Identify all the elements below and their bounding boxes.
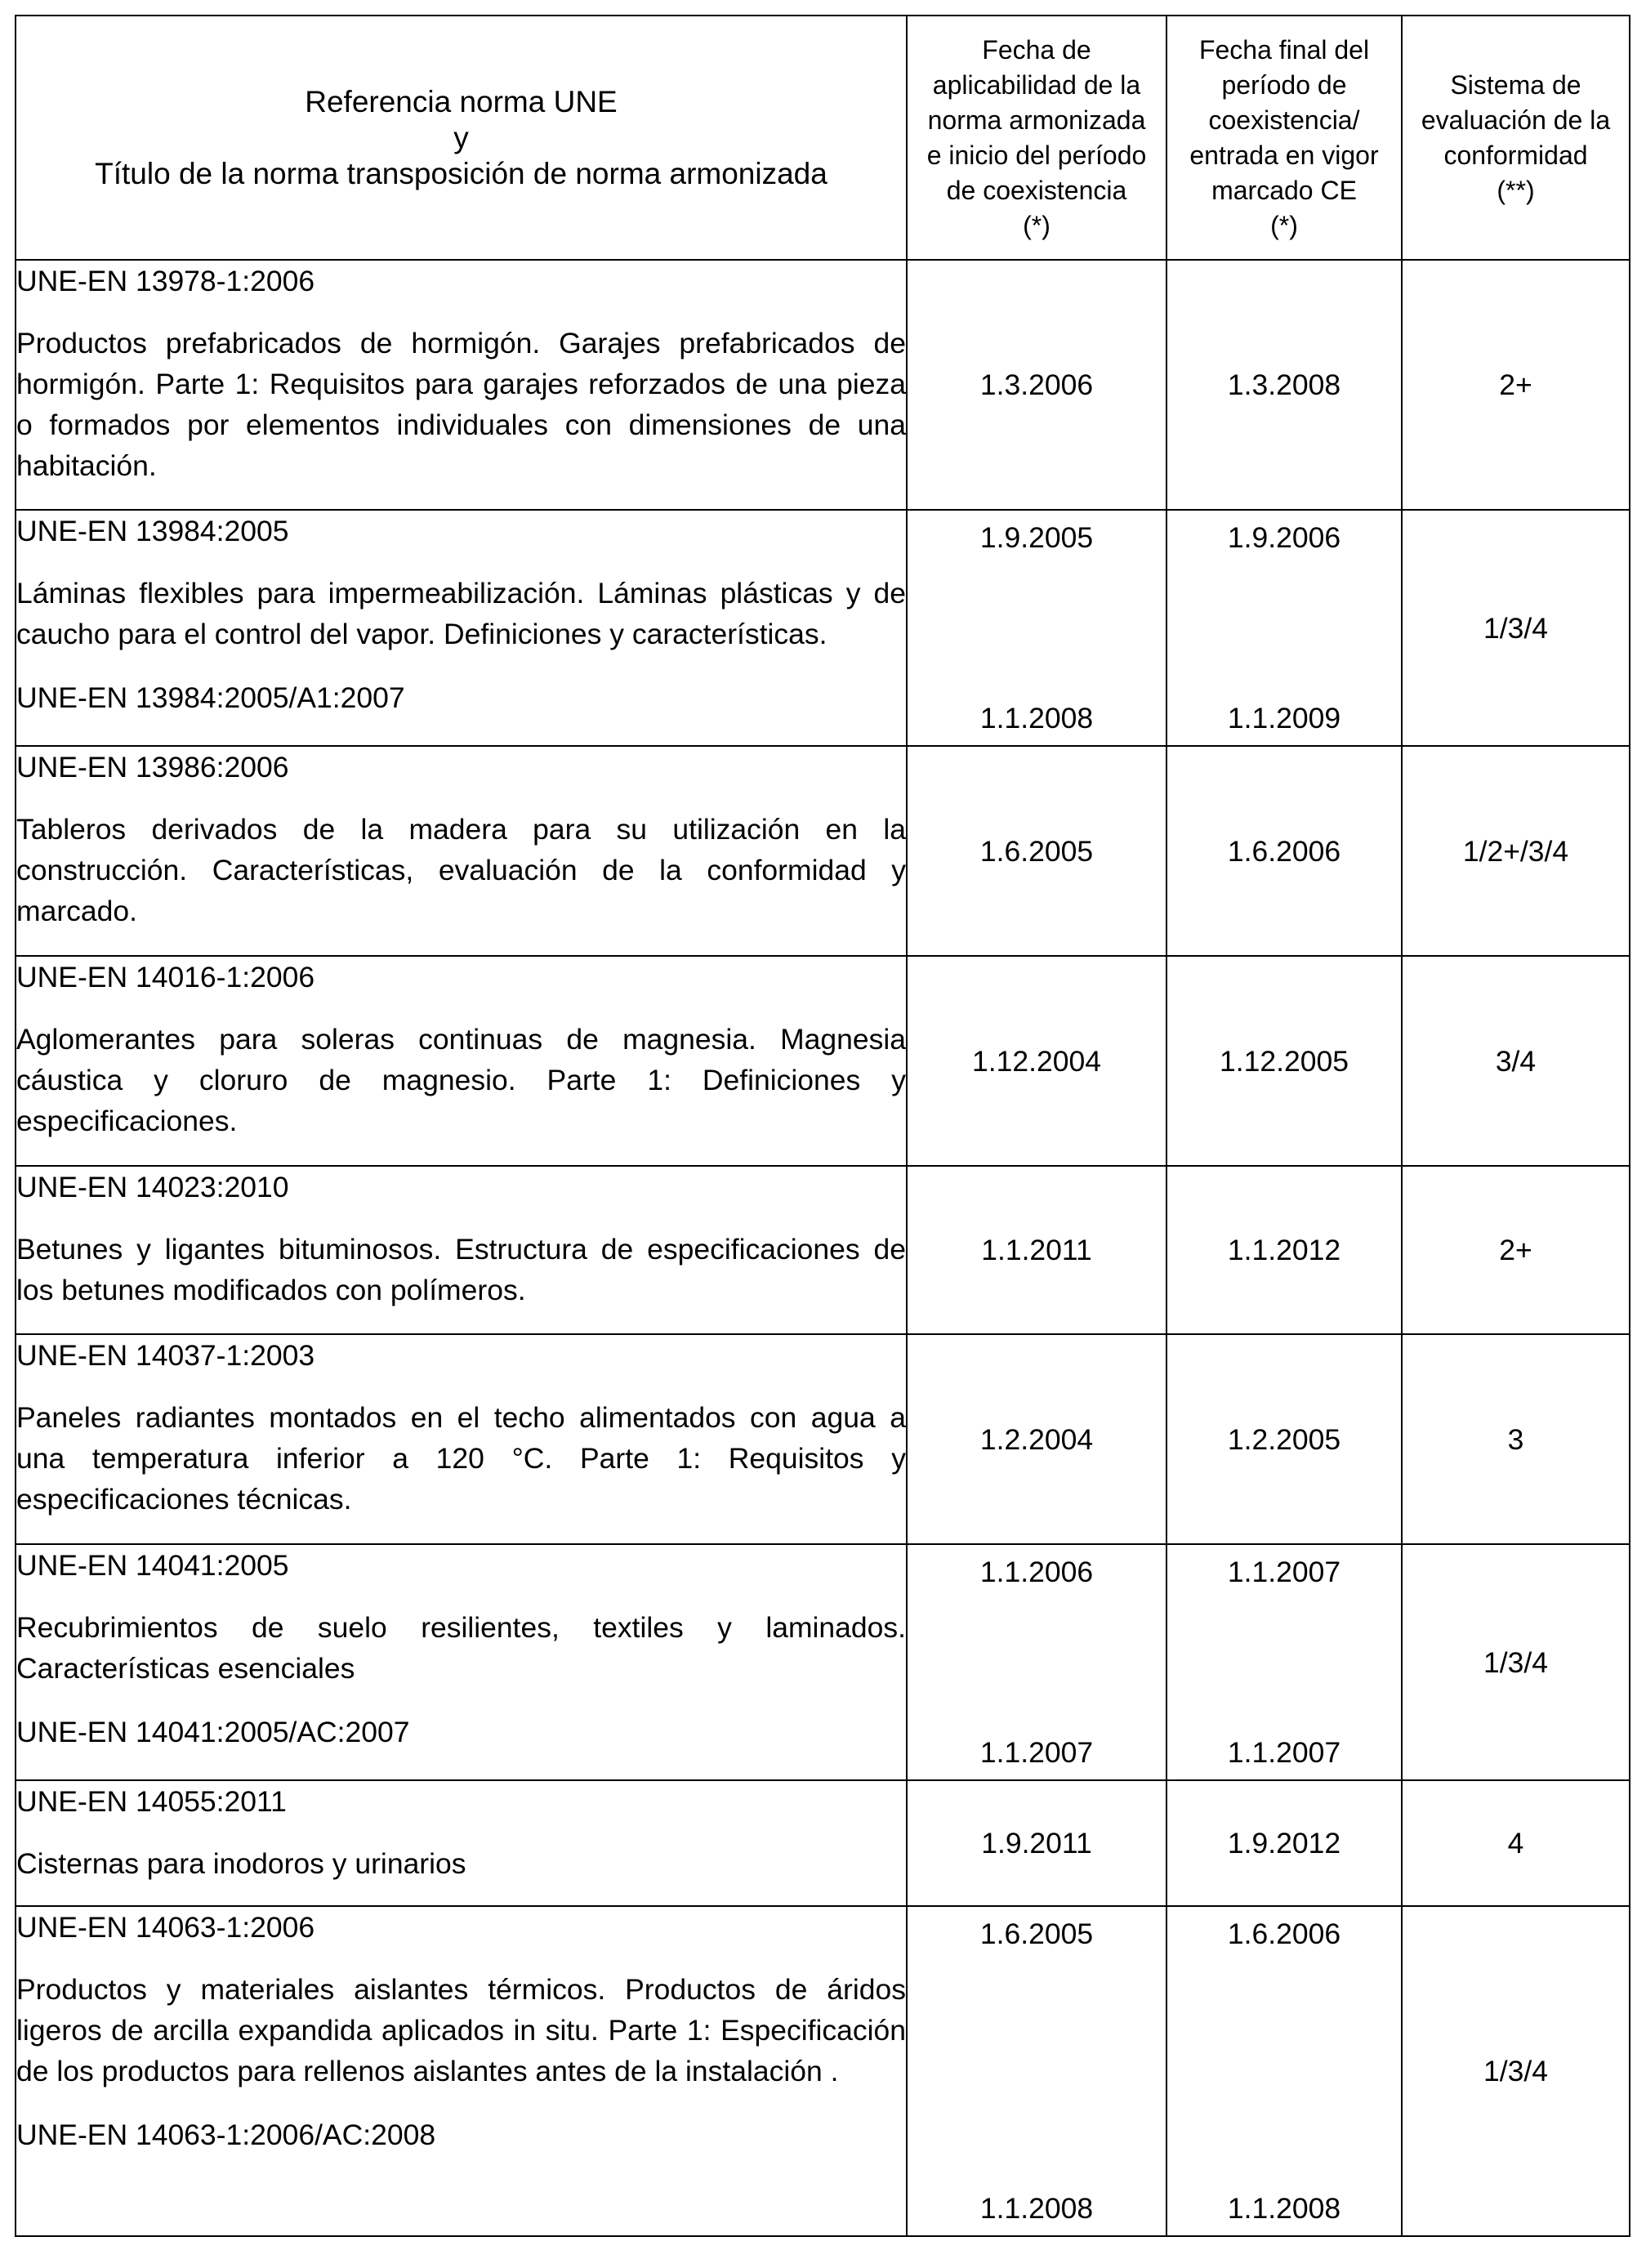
amendment-code: UNE-EN 13984:2005/A1:2007 [16,681,405,714]
table-row [16,1166,1630,1334]
end-date: 1.12.2005 [1166,956,1402,1166]
amendment-end-date: 1.1.2009 [1227,702,1341,734]
standard-title: Láminas flexibles para impermeabilización. Láminas plásticas y de caucho para el control del vapor. Definiciones y características. [16,577,906,650]
amendment-applicability-date: 1.1.2007 [979,1736,1094,1769]
conformity-system: 1/3/4 [1402,1906,1630,2236]
applicability-date: 1.1.2011 [907,1166,1166,1334]
header-conformity-system: Sistema de evaluación de la conformidad (**) [1402,16,1630,260]
reference-cell [16,746,907,956]
standard-code: UNE-EN 14037-1:2003 [16,1339,315,1372]
reference-cell [16,1166,907,1334]
amendment-end-date: 1.1.2008 [1227,2192,1341,2225]
end-date: 1.1.2007 [1227,1556,1341,1588]
end-date: 1.3.2008 [1166,260,1402,510]
applicability-date: 1.1.2006 [979,1556,1094,1588]
standards-table [15,15,1630,2237]
end-date-cell [1166,1544,1402,1780]
standard-title: Productos prefabricados de hormigón. Garajes prefabricados de hormigón. Parte 1: Requisitos para garajes reforzados de una pieza o formados por elementos individuales con dimensiones de una habitación. [16,327,906,482]
standard-title: Cisternas para inodoros y urinarios [16,1847,466,1880]
standard-title: Tableros derivados de la madera para su utilización en la construcción. Características, evaluación de la conformidad y marcado. [16,813,906,927]
standard-code: UNE-EN 14063-1:2006 [16,1911,315,1944]
reference-cell [16,1544,907,1780]
conformity-system: 2+ [1402,260,1630,510]
header-applicability-date: Fecha de aplicabilidad de la norma armonizada e inicio del período de coexistencia (*) [907,16,1166,260]
applicability-date: 1.9.2005 [979,521,1094,554]
amendment-end-date: 1.1.2007 [1227,1736,1341,1769]
conformity-system: 1/3/4 [1402,510,1630,746]
table-row [16,510,1630,746]
end-date-cell [1166,1906,1402,2236]
applicability-date: 1.9.2011 [907,1780,1166,1906]
header-reference: Referencia norma UNE y Título de la norma transposición de norma armonizada [16,16,907,260]
standard-title: Paneles radiantes montados en el techo alimentados con agua a una temperatura inferior a 120 °C. Parte 1: Requisitos y especificaciones técnicas. [16,1401,906,1516]
end-date: 1.9.2012 [1166,1780,1402,1906]
conformity-system: 4 [1402,1780,1630,1906]
reference-cell [16,510,907,746]
applicability-date: 1.6.2005 [907,746,1166,956]
applicability-date: 1.12.2004 [907,956,1166,1166]
applicability-date: 1.3.2006 [907,260,1166,510]
table-header-row [16,16,1630,260]
table-row [16,746,1630,956]
applicability-date-cell [907,1544,1166,1780]
table-row [16,1906,1630,2236]
table-row [16,260,1630,510]
table-row [16,1334,1630,1544]
end-date-cell [1166,510,1402,746]
table-row [16,1780,1630,1906]
standard-title: Aglomerantes para soleras continuas de magnesia. Magnesia cáustica y cloruro de magnesio. Parte 1: Definiciones y especificaciones. [16,1023,906,1137]
conformity-system: 3 [1402,1334,1630,1544]
amendment-code: UNE-EN 14063-1:2006/AC:2008 [16,2118,436,2151]
standard-title: Betunes y ligantes bituminosos. Estructura de especificaciones de los betunes modificados con polímeros. [16,1233,906,1306]
amendment-applicability-date: 1.1.2008 [979,2192,1094,2225]
standard-title: Recubrimientos de suelo resilientes, textiles y laminados. Características esenciales [16,1611,906,1685]
standard-code: UNE-EN 13978-1:2006 [16,265,315,297]
reference-cell [16,260,907,510]
end-date: 1.2.2005 [1166,1334,1402,1544]
reference-cell [16,1780,907,1906]
end-date: 1.6.2006 [1227,1918,1341,1950]
applicability-date-cell [907,510,1166,746]
standard-code: UNE-EN 14055:2011 [16,1785,287,1818]
end-date: 1.6.2006 [1166,746,1402,956]
applicability-date: 1.6.2005 [979,1918,1094,1950]
amendment-code: UNE-EN 14041:2005/AC:2007 [16,1716,410,1748]
end-date: 1.9.2006 [1227,521,1341,554]
standard-code: UNE-EN 14016-1:2006 [16,961,315,993]
conformity-system: 1/3/4 [1402,1544,1630,1780]
reference-cell [16,1334,907,1544]
amendment-applicability-date: 1.1.2008 [979,702,1094,734]
conformity-system: 3/4 [1402,956,1630,1166]
standard-code: UNE-EN 13984:2005 [16,515,289,547]
end-date: 1.1.2012 [1166,1166,1402,1334]
applicability-date: 1.2.2004 [907,1334,1166,1544]
reference-cell [16,1906,907,2236]
conformity-system: 2+ [1402,1166,1630,1334]
conformity-system: 1/2+/3/4 [1402,746,1630,956]
standard-code: UNE-EN 14041:2005 [16,1549,289,1582]
standard-title: Productos y materiales aislantes térmicos. Productos de áridos ligeros de arcilla expandida aplicados in situ. Parte 1: Especificación de los productos para rellenos aislantes antes de la instalación . [16,1973,906,2087]
reference-cell [16,956,907,1166]
applicability-date-cell [907,1906,1166,2236]
header-end-date: Fecha final del período de coexistencia/ entrada en vigor marcado CE (*) [1166,16,1402,260]
standard-code: UNE-EN 13986:2006 [16,751,289,784]
table-row [16,956,1630,1166]
table-row [16,1544,1630,1780]
standard-code: UNE-EN 14023:2010 [16,1171,289,1203]
